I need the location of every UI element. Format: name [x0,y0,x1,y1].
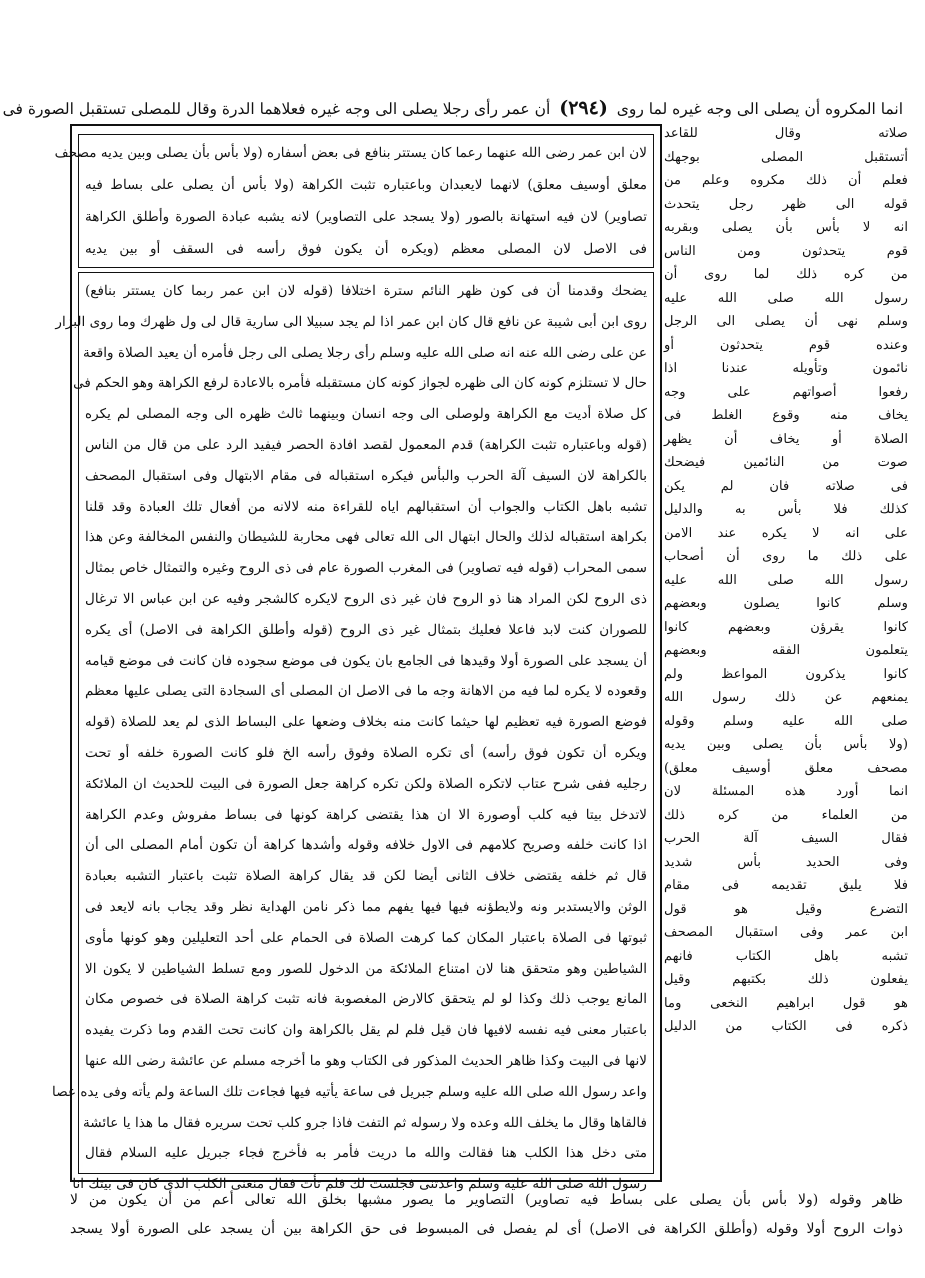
running-header [2,93,903,123]
margin-line: ابن عمر وفى استقبال المصحف [664,925,908,940]
commentary-line: المانع يوجب ذلك وكذا لو لم يتحقق كالارض المغصوبة فانه تثبت كراهة الصلاة فى خصوص مكان [85,991,647,1008]
commentary-line: لاتدخل بيتا فيه كلب أوصورة الا ان هذا يقتضى كراهة كونها فى بساط مفروش وعدم الكراهة [85,806,647,823]
margin-line: فقال السيف آلة الحرب [664,831,908,846]
commentary-line: باعتبار معنى فيه نفسه لافيها فان قيل فلم لم يقل بالكراهة وان كانت تحت القدم وما ذكرت يفيده [85,1022,647,1039]
commentary-line: بكراهة استقباله لذلك والحال ابتهال الى الله تعالى فهى محاربة للشيطان والنفس المخالفة وعن هذا [85,529,647,546]
margin-line: يخاف منه وقوع الغلط فى [664,408,908,423]
footer-line: ظاهر وقوله (ولا بأس بأن يصلى على بساط فيه تصاوير) التصاوير ما يصور مشبها بخلق الله تعالى أعم من أن يكون من لا [70,1192,903,1208]
commentary-line: روى ابن أبى شيبة عن نافع قال كان ابن عمر اذا لم يجد سبيلا الى سارية قال لى ول ظهرك وما روى البزار [55,313,647,330]
commentary-line: للصوران كنت لابد فاعلا فعليك بتمثال غير ذى الروح (قوله وأطلق الكراهة فى الاصل) أى يكره [85,621,647,638]
commentary-line: (قوله وباعتباره تثبت الكراهة) قدم المعمول لقصد افادة الحصر فيفيد الرد على من قال من الناس [85,436,647,453]
margin-line: أتستقبل المصلى بوجهك [664,149,908,165]
margin-line: انما أورد هذه المسئلة لان [664,784,908,799]
margin-line: التضرع وقيل هو قول [664,901,908,917]
page-number: (٢٩٤) [559,97,608,119]
margin-line: قوم يتحدثون ومن الناس [664,243,908,259]
commentary-line: وقعوده لا يكره لما فيه من الاهانة وجه ما فى الاصل ان المصلى أى السجادة التى يصلى عليها معظم [85,683,647,700]
commentary-line: ذى الروح لكن المراد هنا ذو الروح فان غير ذى الروح لايكره كالشجر وفيه عن ابن عباس الا ترغال [85,590,647,607]
margin-line: مصحف معلق أوسيف معلق) [664,760,908,776]
commentary-line: يضحك وقدمنا أن فى كون ظهر النائم سترة اختلافا (قوله لان ابن عمر ربما كان يستتر بنافع) [85,283,647,299]
footer-line: ذوات الروح أولا وقوله (وأطلق الكراهة فى الاصل) أى لم يفصل فى المبسوط فى حق الكراهة بين أن يسجد على الصورة أولا يسجد [70,1221,903,1237]
margin-line: فى صلاته فان لم يكن [664,478,908,494]
margin-line: رسول الله صلى الله عليه [664,290,908,306]
margin-line: من العلماء من كره ذلك [664,807,908,823]
margin-line: كانوا يذكرون المواعظ ولم [664,666,908,682]
commentary-line: قال ثم خلفه يقتضى خلاف الثانى أيضا لكن قد يقال كراهة الصلاة تثبت باعتبار التشبه بعبادة [85,868,647,885]
commentary-line: رجليه ففى شرح عتاب لاتكره الصلاة ولكن تكره كراهة جعل الصورة فى البيت للحديث ان الملائكة [85,775,647,792]
commentary-line: ويكره أن تكون فوق رأسه) أى تكره الصلاة وفوق رأسه الخ فلو كانت الصورة خلفه أو تحت [85,744,647,761]
margin-line: ذكره فى الكتاب من الدليل [664,1019,908,1034]
margin-line: وسلم كانوا يصلون وبعضهم [664,596,908,611]
commentary-line: فالقاها وقال ما يخلف الله وعده ولا رسوله ثم التفت فاذا جرو كلب تحت سريره فقال ما هذا يا عائشة [82,1114,647,1131]
header-text-left: أن عمر رأى رجلا يصلى الى وجه غيره فعلاهما الدرة وقال للمصلى تستقبل الصورة فى [2,100,551,118]
margin-line: على انه لا يكره عند الامن [664,525,908,541]
main-text-line: فى الاصل لان المصلى معظم (ويكره أن يكون فوق رأسه فى السقف أو بين يديه [85,241,647,257]
commentary-line: ثبوتها فى الصلاة باعتبار المكان كما كرهت الصلاة فى الحمام على أحد التعليلين وهو كونها مأوى [85,929,647,946]
commentary-line: رسول الله صلى الله عليه وسلم واعدتنى فجلست لك فلم تأت فقال منعنى الكلب الذى كان فى بيتك انا [72,1176,647,1193]
commentary-box [52,272,654,1193]
margin-line: صلى الله عليه وسلم وقوله [664,713,908,729]
commentary-line: لانها فى البيت وكذا ظاهر الحديث المذكور فى الكتاب وهو ما أخرجه مسلم عن عائشة رضى الله عنها [85,1052,647,1069]
commentary-line: اذا كانت خلفه وصريح كلامهم فى الاول خلافه وقوله وأشدها كراهة أن تكون أمام المصلى الى أن [85,837,647,854]
margin-line: رفعوا أصواتهم على وجه [664,384,908,400]
commentary-line: تشبه باهل الكتاب والجواب أن استقبالهم اياه للقراءة منه لالانه من أفعال تلك العبادة وقد قلنا [85,498,647,515]
margin-line: رسول الله صلى الله عليه [664,572,908,588]
margin-line: من كره ذلك لما روى أن [664,267,908,282]
margin-line: يفعلون ذلك بكتبهم وقيل [664,972,908,987]
margin-line: صلاته وقال للقاعد [664,126,908,141]
main-text-line: لان ابن عمر رضى الله عنهما رعما كان يستتر بنافع فى بعض أسفاره (ولا بأس بأن يصلى وبين يديه مصحف [54,145,647,161]
margin-line: على ذلك ما روى أن أصحاب [664,549,908,564]
margin-line: نائمون وتأويله عندنا اذا [664,361,908,376]
margin-line: هو قول ابراهيم النخعى وما [664,995,908,1011]
margin-line: (ولا بأس بأن يصلى وبين يديه [664,737,908,752]
main-text-box [54,134,654,268]
commentary-line: فوضع الصورة فيه تعظيم لها حيثما كانت منه بخلاف وضعها على البساط الذى لم يعد للصلاة (قوله [85,714,647,731]
footer-text [70,1186,903,1244]
margin-line: كذلك فلا بأس به والدليل [664,502,908,517]
margin-line: صوت من النائمين فيضحك [664,455,908,470]
margin-line: فلا يليق تقديمه فى مقام [664,878,908,893]
margin-line: كانوا يقرؤن وبعضهم كانوا [664,619,908,635]
margin-line: وسلم نهى أن يصلى الى الرجل [664,314,908,329]
margin-line: وفى الحديد بأس شديد [664,854,908,870]
header-text-right: انما المكروه أن يصلى الى وجه غيره لما روى [616,100,903,118]
margin-line: يتعلمون الفقه وبعضهم [664,643,908,658]
commentary-line: كل صلاة أديت مع الكراهة ولوصلى الى وجه انسان وبينهما ثالث ظهره الى وجه المصلى لم يكره [85,406,647,423]
main-frame [52,124,662,1193]
commentary-line: عن على رضى الله عنه انه صلى الله عليه وسلم رأى رجلا يصلى الى رجل فأمره أن يعيد الصلاة واقعة [82,344,647,361]
margin-line: تشبه باهل الكتاب فانهم [664,948,908,964]
margin-line: يمنعهم عن ذلك رسول الله [664,690,908,705]
main-text-line: تصاوير) لان فيه استهانة بالصور (ولا يسجد على التصاوير) لانه يشبه عبادة الصورة وأطلق الكراهة [85,209,647,225]
margin-line: فعلم أن ذلك مكروه وعلم من [664,173,908,188]
margin-line: وعنده قوم يتحدثون أو [664,337,908,353]
commentary-line: الشياطين وهو متحقق هنا لان امتناع الملائكة من الدخول للصور ومع تسلط الشياطين لا يكون الا [85,960,647,977]
commentary-line: أن يسجد على الصورة أولا وقيدها فى الجامع بان يكون فى موضع سجوده فان كانت فى موضع قيامه [85,652,647,669]
main-text-line: معلق أوسيف معلق) لانهما لايعبدان وباعتباره تثبت الكراهة (ولا بأس أن يصلى على بساط فيه [85,177,647,193]
commentary-line: بالكراهة لان السيف آلة الحرب والبأس فيكره استقباله فى مقام الابتهال وفى استقبال المصحف [85,467,647,484]
commentary-line: واعد رسول الله صلى الله عليه وسلم جبريل فى ساعة يأتيه فيها فجاءت تلك الساعة ولم يأته وفى يده عصا [52,1083,647,1100]
margin-line: انه لا بأس بأن يصلى وبقربه [664,220,908,235]
commentary-line: متى دخل هذا الكلب هنا فقالت والله ما دريت فأمر به فأخرج فجاء جبريل عليه السلام فقال [85,1145,647,1162]
margin-line: الصلاة أو يخاف أن يظهر [664,431,908,447]
commentary-line: سمى المحراب (قوله فيه تصاوير) فى المغرب الصورة عام فى ذى الروح وغيره والتمثال خاص بمثال [85,560,647,577]
commentary-line: الوثن والايستدبر ونه ولايطؤنه فيها فيها يفهم مما ذكر نامن الهداية نظر وقد يجاب بانه لايعد فى [85,898,647,915]
commentary-line: حال لا تستلزم كونه كان الى ظهره لجواز كونه كان مستقبله فأمره بالاعادة لرفع الكراهة وهو الحكم فى [73,375,647,392]
margin-line: قوله الى ظهر رجل يتحدث [664,196,908,212]
margin-commentary [664,122,912,1182]
